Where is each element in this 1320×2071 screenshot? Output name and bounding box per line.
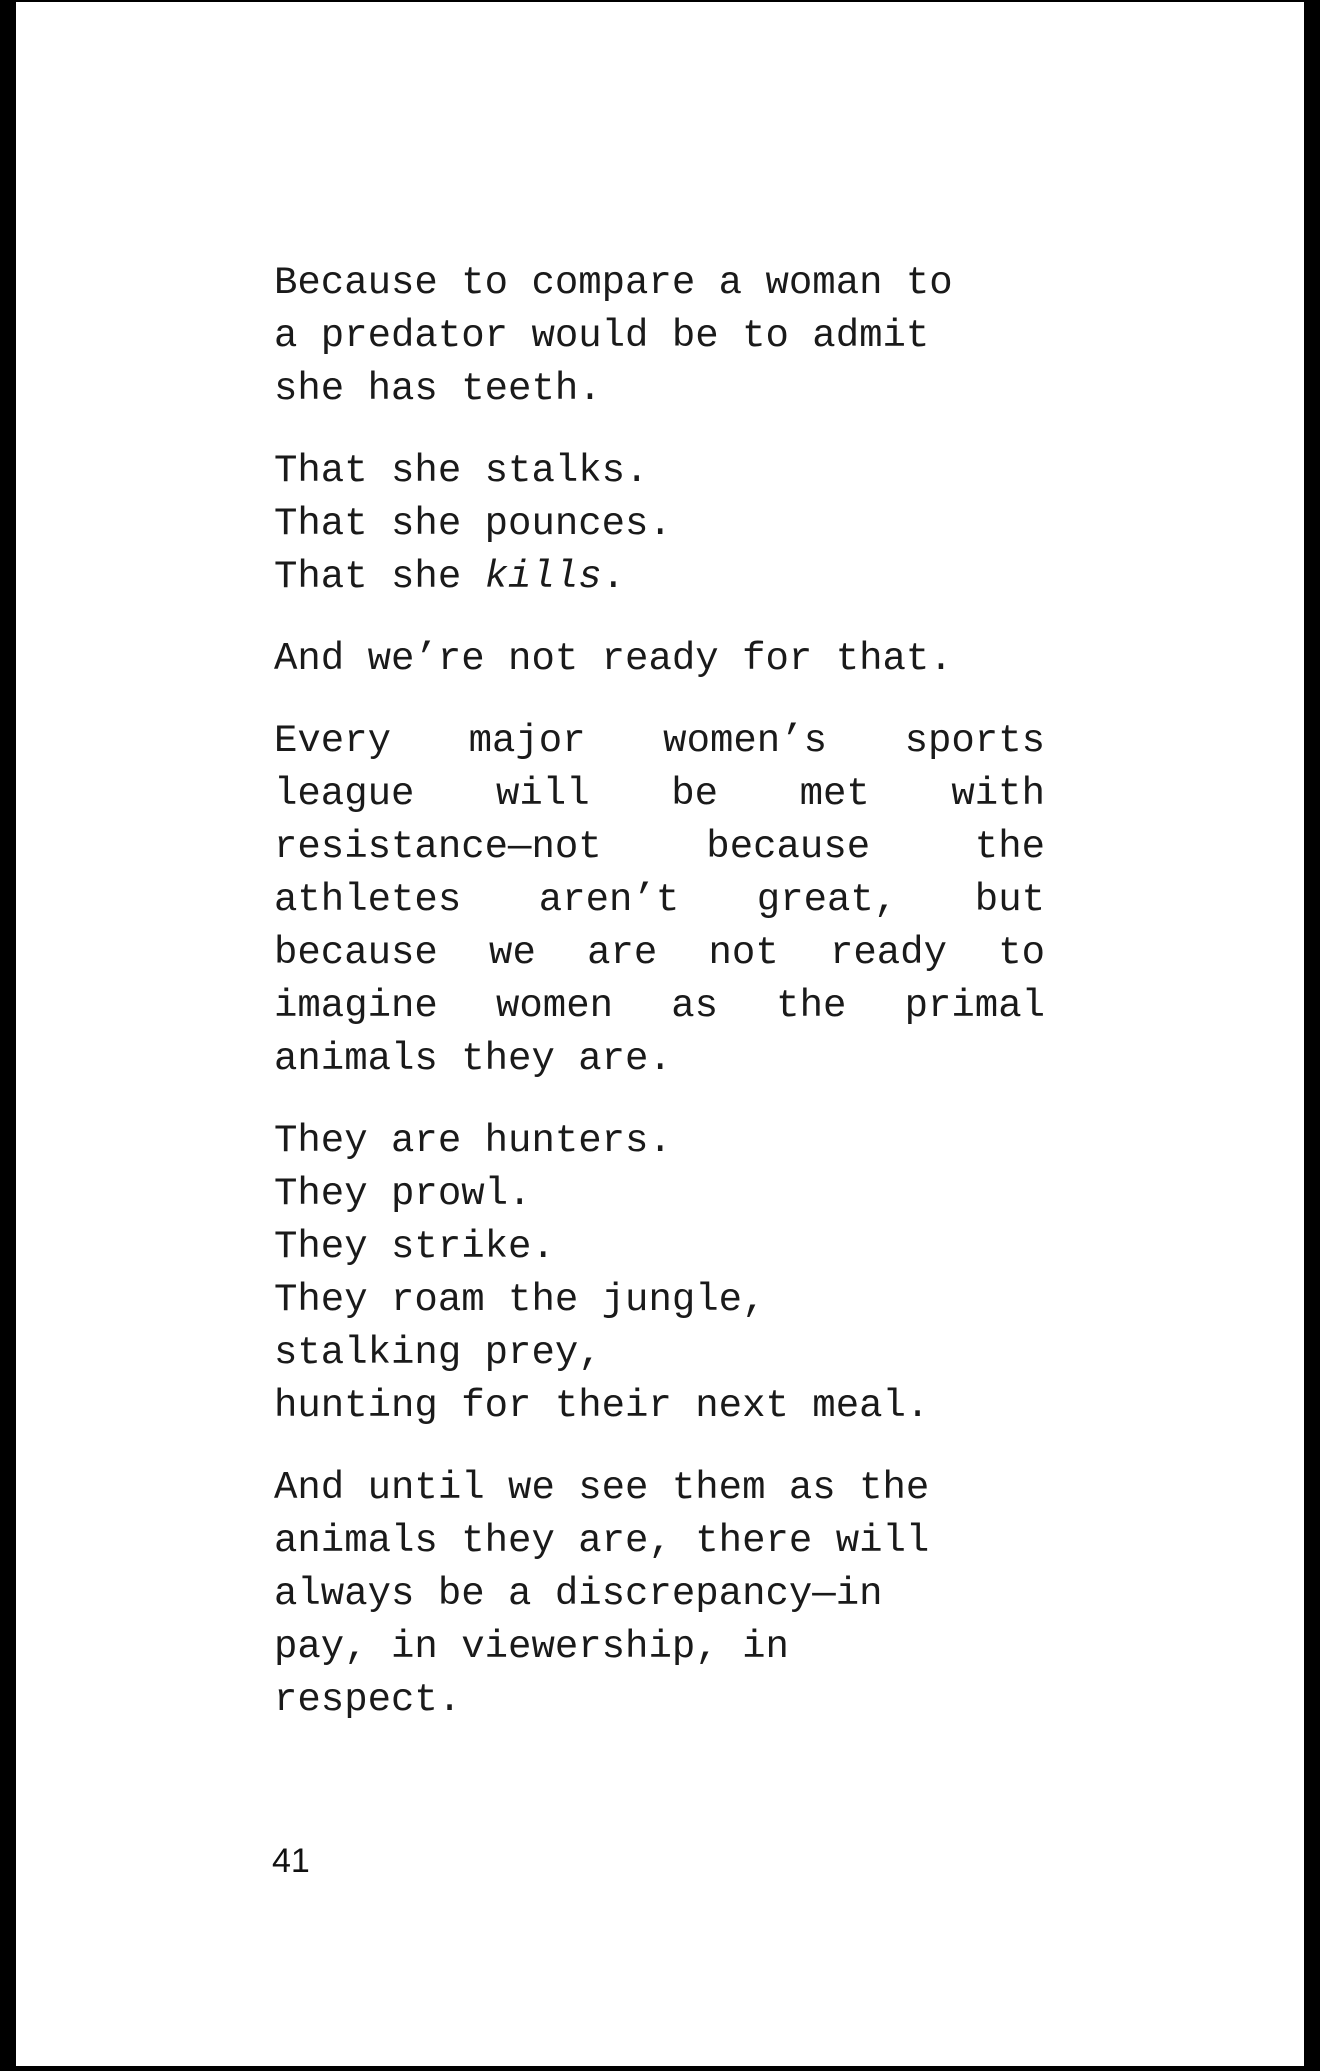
text-line-kills <box>274 551 1074 604</box>
text-line: always be a discrepancy—in <box>274 1572 883 1616</box>
stanza-6 <box>274 1462 1074 1727</box>
text-line: respect. <box>274 1678 462 1722</box>
text-line: Because to compare a woman to <box>274 261 953 305</box>
kills-emphasis: kills <box>484 555 602 599</box>
text-line: stalking prey, <box>274 1331 602 1375</box>
text-line: hunting for their next meal. <box>274 1384 930 1428</box>
book-page <box>16 2 1304 2066</box>
text-line: she has teeth. <box>274 367 602 411</box>
stanza-5 <box>274 1115 1074 1433</box>
text-line: And we’re not ready for that. <box>274 637 953 681</box>
text-line: That she pounces. <box>274 502 672 546</box>
text-line: because we are not ready to <box>274 931 1045 975</box>
kills-suffix: . <box>601 555 626 599</box>
page-number: 41 <box>272 1842 310 1880</box>
text-line: And until we see them as the <box>274 1466 930 1510</box>
text-line: league will be met with <box>274 772 1045 816</box>
text-line: Every major women’s sports <box>274 719 1045 763</box>
text-line: pay, in viewership, in <box>274 1625 789 1669</box>
text-line: athletes aren’t great, but <box>274 878 1045 922</box>
text-line: That she stalks. <box>274 449 649 493</box>
stanza-2 <box>274 445 1074 604</box>
kills-prefix: That she <box>274 555 485 599</box>
text-line: They prowl. <box>274 1172 532 1216</box>
text-line: They strike. <box>274 1225 555 1269</box>
stanza-1 <box>274 257 1074 416</box>
text-line: imagine women as the primal <box>274 984 1045 1028</box>
text-line: They roam the jungle, <box>274 1278 766 1322</box>
page-text <box>274 257 1074 1756</box>
text-line: animals they are. <box>274 1037 672 1081</box>
text-line: animals they are, there will <box>274 1519 930 1563</box>
text-line: resistance—not because the <box>274 825 1045 869</box>
stanza-3 <box>274 633 1074 686</box>
stanza-4-justified <box>274 715 1045 1086</box>
text-line: They are hunters. <box>274 1119 672 1163</box>
text-line: a predator would be to admit <box>274 314 930 358</box>
